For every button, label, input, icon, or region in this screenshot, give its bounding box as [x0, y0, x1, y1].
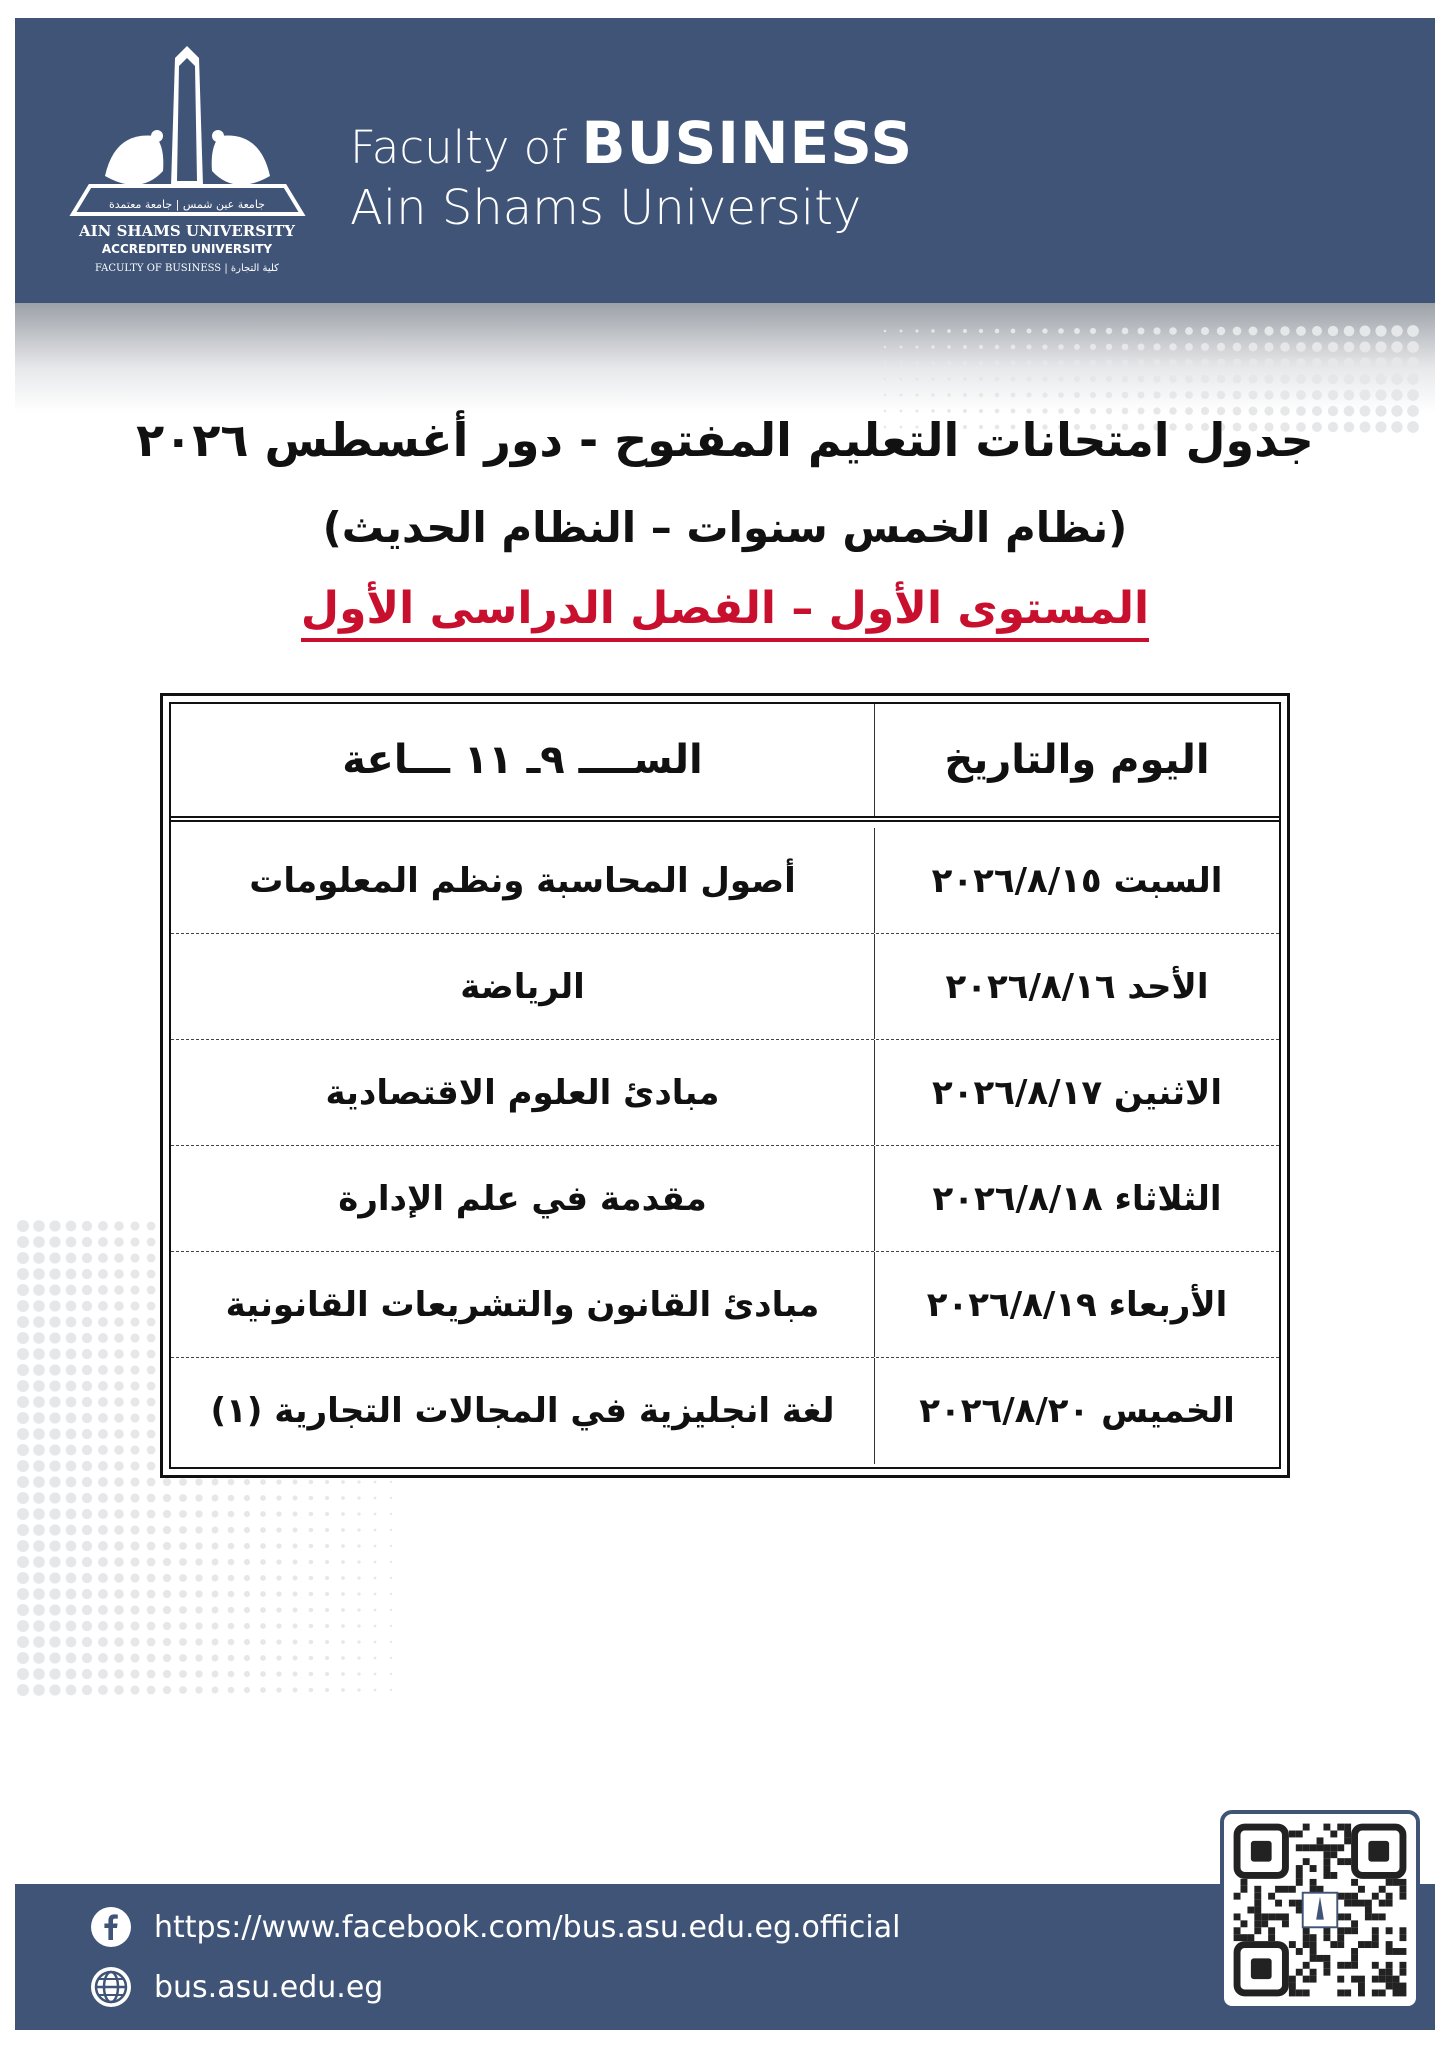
brand-university: Ain Shams University — [350, 180, 862, 236]
header-time: الســــ ٩ـ ١١ ـــاعة — [342, 737, 703, 783]
row-subject: الرياضة — [460, 966, 585, 1007]
facebook-link[interactable] — [90, 1906, 900, 1948]
header-banner — [15, 18, 1435, 303]
qr-code[interactable] — [1220, 1810, 1420, 2010]
brand-business: BUSINESS — [581, 109, 914, 177]
exam-schedule-sheet — [15, 18, 1435, 2030]
svg-text:ACCREDITED UNIVERSITY: ACCREDITED UNIVERSITY — [101, 242, 273, 256]
row-subject: أصول المحاسبة ونظم المعلومات — [249, 860, 796, 901]
row-subject: مبادئ القانون والتشريعات القانونية — [225, 1284, 820, 1325]
table-row — [171, 1252, 1279, 1358]
ain-shams-university-logo — [45, 36, 330, 286]
row-subject: مبادئ العلوم الاقتصادية — [325, 1072, 720, 1113]
facebook-icon — [90, 1906, 132, 1948]
exam-table-inner — [169, 702, 1281, 1469]
globe-icon — [90, 1966, 132, 2008]
system-subtitle: (نظام الخمس سنوات – النظام الحديث) — [322, 503, 1128, 552]
svg-text:FACULTY OF BUSINESS | كلية الت: FACULTY OF BUSINESS | كلية التجارة — [95, 263, 279, 274]
row-day-date: الاثنين ٢٠٢٦/٨/١٧ — [874, 1040, 1279, 1145]
table-row — [171, 1146, 1279, 1252]
brand-prefix: Faculty of — [350, 121, 582, 174]
header-day-date: اليوم والتاريخ — [874, 704, 1279, 816]
row-day-date: الأحد ٢٠٢٦/٨/١٦ — [874, 934, 1279, 1039]
row-subject: لغة انجليزية في المجالات التجارية (١) — [210, 1391, 835, 1431]
svg-text:AIN SHAMS UNIVERSITY: AIN SHAMS UNIVERSITY — [79, 222, 295, 240]
page-title: جدول امتحانات التعليم المفتوح - دور أغسطس ٢٠٢٦ — [136, 413, 1314, 467]
website-link[interactable] — [90, 1966, 383, 2008]
table-row — [171, 1358, 1279, 1464]
row-subject: مقدمة في علم الإدارة — [338, 1178, 707, 1219]
row-day-date: الخميس ٢٠٢٦/٨/٢٠ — [874, 1358, 1279, 1464]
table-row — [171, 1040, 1279, 1146]
level-heading — [15, 583, 1435, 634]
website-url[interactable]: bus.asu.edu.eg — [154, 1969, 384, 2005]
table-header-row — [171, 704, 1279, 822]
faculty-brand — [350, 109, 914, 238]
exam-table — [160, 693, 1290, 1478]
row-day-date: الثلاثاء ٢٠٢٦/٨/١٨ — [874, 1146, 1279, 1251]
row-day-date: السبت ٢٠٢٦/٨/١٥ — [874, 828, 1279, 933]
table-row — [171, 934, 1279, 1040]
table-row — [171, 828, 1279, 934]
svg-text:جامعة عين شمس | جامعة معتمدة: جامعة عين شمس | جامعة معتمدة — [109, 198, 265, 211]
facebook-url[interactable]: https://www.facebook.com/bus.asu.edu.eg.official — [154, 1909, 901, 1945]
level-heading-text: المستوى الأول – الفصل الدراسى الأول — [301, 583, 1149, 642]
row-day-date: الأربعاء ٢٠٢٦/٨/١٩ — [874, 1252, 1279, 1357]
